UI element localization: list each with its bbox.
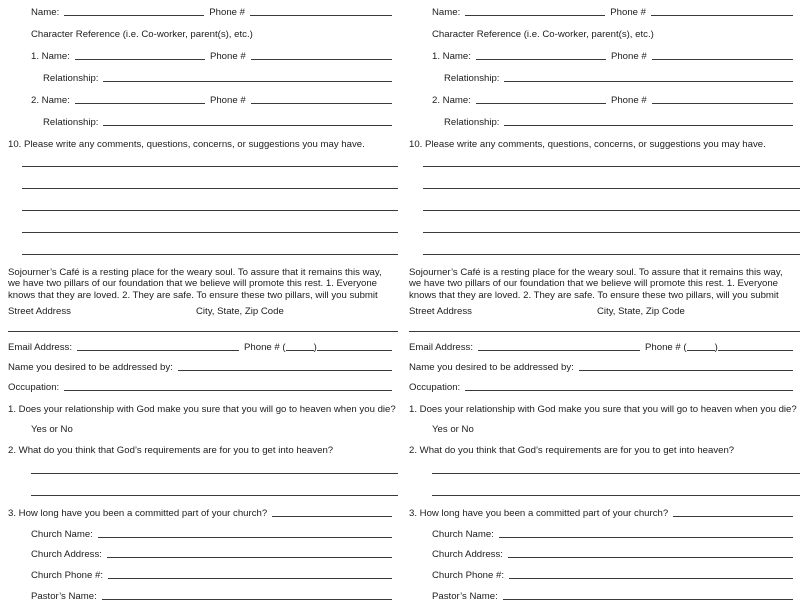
ref2-name-label: 2. Name: [31, 95, 70, 106]
name-row [31, 5, 392, 19]
q3-line[interactable] [272, 516, 392, 517]
pastor-name-label: Pastor’s Name: [432, 591, 498, 602]
occupation-label: Occupation: [8, 382, 60, 393]
ref1-name-label: 1. Name: [31, 51, 70, 62]
phone-number-line[interactable] [718, 350, 793, 351]
addressed-line[interactable] [178, 370, 392, 371]
pastor-name-label: Pastor’s Name: [31, 591, 97, 602]
name-line[interactable] [64, 15, 204, 16]
address-line[interactable] [8, 331, 398, 332]
ref1-relationship-row [444, 71, 793, 85]
church-name-label: Church Name: [31, 529, 93, 540]
ref2-relationship-label: Relationship: [43, 117, 99, 128]
name-label: Name: [432, 7, 461, 18]
ref2-name-line[interactable] [75, 103, 205, 104]
character-reference-row [31, 27, 392, 41]
church-name-row [31, 527, 392, 541]
church-name-row [432, 527, 793, 541]
ref1-row [31, 49, 392, 63]
ref2-phone-label: Phone # [209, 95, 246, 106]
q2-label: 2. What do you think that God’s requirements are for you to get into heaven? [409, 445, 735, 456]
email-label: Email Address: [8, 342, 72, 353]
name-label: Name: [31, 7, 60, 18]
ref2-relationship-label: Relationship: [444, 117, 500, 128]
phone-close-label: ) [714, 342, 718, 353]
comment-line[interactable] [22, 232, 398, 233]
phone-number-line[interactable] [317, 350, 392, 351]
ref2-relationship-row [43, 115, 392, 129]
q2-answer-line[interactable] [31, 473, 398, 474]
sojourners-paragraph: Sojourner’s Café is a resting place for the weary soul. To assure that it remains this way, we have two pillars of our foundation that we believe will promote this rest. 1. Everyone knows that they are loved. 2. They are safe. To ensure these two pillars, will you submit [8, 267, 382, 301]
church-address-label: Church Address: [432, 549, 503, 560]
q10-label: 10. Please write any comments, questions, concerns, or suggestions you may have. [409, 139, 766, 150]
comment-line[interactable] [22, 188, 398, 189]
ref1-relationship-label: Relationship: [43, 73, 99, 84]
character-reference-label: Character Reference (i.e. Co-worker, parent(s), etc.) [31, 29, 253, 40]
q3-row [8, 506, 392, 520]
comment-line[interactable] [22, 166, 398, 167]
area-code-line[interactable] [687, 350, 715, 351]
church-phone-row [31, 568, 392, 582]
street-label: Street Address [409, 306, 472, 317]
email-line[interactable] [478, 350, 640, 351]
city-label: City, State, Zip Code [597, 306, 685, 317]
church-name-label: Church Name: [432, 529, 494, 540]
addressed-label: Name you desired to be addressed by: [409, 362, 574, 373]
occupation-row [409, 380, 793, 394]
email-label: Email Address: [409, 342, 473, 353]
ref1-name-label: 1. Name: [432, 51, 471, 62]
q10-label: 10. Please write any comments, questions, concerns, or suggestions you may have. [8, 139, 365, 150]
ref1-phone-line[interactable] [652, 59, 793, 60]
q3-line[interactable] [673, 516, 793, 517]
ref1-name-line[interactable] [476, 59, 606, 60]
phone-line[interactable] [250, 15, 392, 16]
q3-label: 3. How long have you been a committed part of your church? [8, 508, 268, 519]
q1-answer[interactable]: Yes or No [31, 424, 73, 435]
church-address-label: Church Address: [31, 549, 102, 560]
q1-answer[interactable]: Yes or No [432, 424, 474, 435]
ref2-row [432, 93, 793, 107]
ref2-phone-line[interactable] [251, 103, 392, 104]
church-phone-row [432, 568, 793, 582]
q3-row [409, 506, 793, 520]
comment-line[interactable] [423, 166, 800, 167]
ref1-relationship-label: Relationship: [444, 73, 500, 84]
city-label: City, State, Zip Code [196, 306, 284, 317]
ref2-relationship-line[interactable] [103, 125, 392, 126]
phone-open-label: Phone # ( [244, 342, 286, 353]
comment-line[interactable] [22, 210, 398, 211]
ref1-phone-label: Phone # [209, 51, 246, 62]
church-name-line[interactable] [98, 537, 392, 538]
occupation-line[interactable] [465, 390, 793, 391]
q1-label: 1. Does your relationship with God make you sure that you will go to heaven when you die? [8, 404, 396, 415]
church-phone-line[interactable] [509, 578, 793, 579]
q3-label: 3. How long have you been a committed part of your church? [409, 508, 669, 519]
occupation-row [8, 380, 392, 394]
street-row [409, 304, 793, 318]
pastor-name-row [31, 589, 392, 603]
email-line[interactable] [77, 350, 239, 351]
church-address-row [31, 547, 392, 561]
ref1-row [432, 49, 793, 63]
form-copy-right [401, 0, 797, 602]
phone-close-label: ) [313, 342, 317, 353]
ref1-relationship-row [43, 71, 392, 85]
q2-row [8, 443, 392, 457]
ref1-phone-line[interactable] [251, 59, 392, 60]
ref1-relationship-line[interactable] [103, 81, 392, 82]
address-line[interactable] [409, 331, 800, 332]
form-copy-left [0, 0, 396, 602]
q10-row [8, 137, 392, 151]
phone-label: Phone # [610, 7, 647, 18]
ref2-row [31, 93, 392, 107]
q10-row [409, 137, 793, 151]
street-row [8, 304, 392, 318]
addressed-label: Name you desired to be addressed by: [8, 362, 173, 373]
q2-row [409, 443, 793, 457]
sojourners-paragraph: Sojourner’s Café is a resting place for the weary soul. To assure that it remains this way, we have two pillars of our foundation that we believe will promote this rest. 1. Everyone knows that they are loved. 2. They are safe. To ensure these two pillars, will you submit [409, 267, 783, 301]
comment-line[interactable] [423, 188, 800, 189]
ref2-name-label: 2. Name: [432, 95, 471, 106]
name-line[interactable] [465, 15, 605, 16]
pastor-name-row [432, 589, 793, 603]
email-row [8, 340, 392, 354]
ref2-phone-label: Phone # [610, 95, 647, 106]
addressed-row [8, 360, 392, 374]
q1-label: 1. Does your relationship with God make you sure that you will go to heaven when you die? [409, 404, 797, 415]
comment-line[interactable] [423, 210, 800, 211]
q1-row [409, 402, 797, 416]
q2-answer-line[interactable] [31, 495, 398, 496]
church-address-line[interactable] [107, 557, 392, 558]
email-row [409, 340, 793, 354]
ref1-phone-label: Phone # [610, 51, 647, 62]
ref2-relationship-row [444, 115, 793, 129]
addressed-line[interactable] [579, 370, 793, 371]
ref2-phone-line[interactable] [652, 103, 793, 104]
q2-label: 2. What do you think that God’s requirements are for you to get into heaven? [8, 445, 334, 456]
occupation-line[interactable] [64, 390, 392, 391]
occupation-label: Occupation: [409, 382, 461, 393]
q1-row [8, 402, 396, 416]
street-label: Street Address [8, 306, 71, 317]
q2-answer-line[interactable] [432, 495, 800, 496]
comment-line[interactable] [22, 254, 398, 255]
ref1-name-line[interactable] [75, 59, 205, 60]
ref2-relationship-line[interactable] [504, 125, 793, 126]
church-phone-label: Church Phone #: [432, 570, 504, 581]
phone-label: Phone # [209, 7, 246, 18]
q2-answer-line[interactable] [432, 473, 800, 474]
area-code-line[interactable] [286, 350, 314, 351]
name-row [432, 5, 793, 19]
church-phone-line[interactable] [108, 578, 392, 579]
q1-answer-row [432, 422, 793, 436]
character-reference-row [432, 27, 793, 41]
ref1-relationship-line[interactable] [504, 81, 793, 82]
character-reference-label: Character Reference (i.e. Co-worker, parent(s), etc.) [432, 29, 654, 40]
q1-answer-row [31, 422, 392, 436]
phone-line[interactable] [651, 15, 793, 16]
addressed-row [409, 360, 793, 374]
church-address-row [432, 547, 793, 561]
church-name-line[interactable] [499, 537, 793, 538]
ref2-name-line[interactable] [476, 103, 606, 104]
comment-line[interactable] [423, 232, 800, 233]
phone-open-label: Phone # ( [645, 342, 687, 353]
comment-line[interactable] [423, 254, 800, 255]
church-address-line[interactable] [508, 557, 793, 558]
church-phone-label: Church Phone #: [31, 570, 103, 581]
